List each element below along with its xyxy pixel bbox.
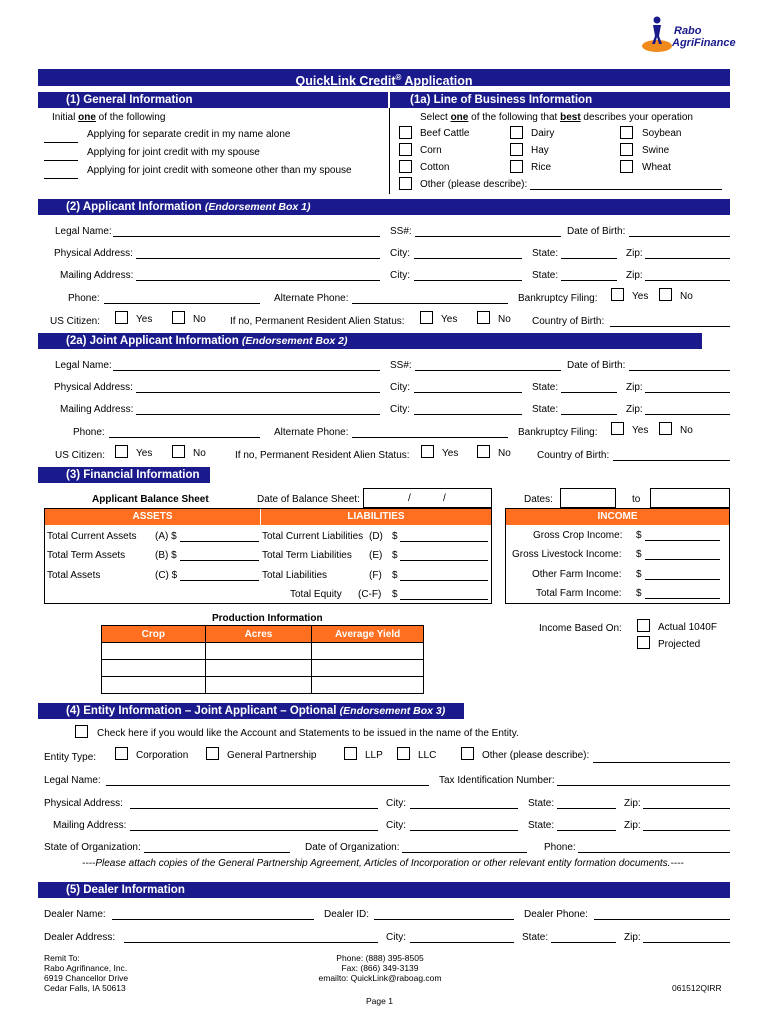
section1-header: (1) General Information	[38, 92, 388, 108]
income-row-2-field[interactable]	[645, 569, 720, 580]
mailing-city-label: City:	[390, 270, 410, 281]
income-row-3-field[interactable]	[645, 588, 720, 599]
joint-alt-phone-label: Alternate Phone:	[274, 427, 349, 438]
entity-zip-field[interactable]	[643, 798, 730, 809]
dealer-address-label: Dealer Address:	[44, 932, 116, 943]
entity-legal-name-field[interactable]	[106, 775, 429, 786]
dates-label: Dates:	[524, 494, 553, 505]
section1a-header: (1a) Line of Business Information	[390, 92, 730, 108]
other-lob-field[interactable]	[530, 179, 722, 190]
opt2-label: Applying for joint credit with my spouse	[87, 147, 260, 158]
income-row-2-label: Other Farm Income:	[532, 569, 622, 580]
corporation-label: Corporation	[136, 750, 189, 761]
section1a-intro: Select one of the following that best describes your operation	[420, 112, 693, 123]
income-header: INCOME	[506, 509, 729, 525]
initial-field-2[interactable]	[44, 150, 78, 161]
joint-dob-field[interactable]	[629, 360, 730, 371]
actual-1040f-label: Actual 1040F	[658, 622, 717, 633]
prod-col-acres: Acres	[205, 626, 312, 643]
entity-city-field[interactable]	[410, 798, 518, 809]
mailing-address-label: Mailing Address:	[60, 270, 134, 281]
joint-mailing-city-label: City:	[390, 404, 410, 415]
us-citizen-label: US Citizen:	[50, 316, 101, 327]
legal-name-field[interactable]	[113, 226, 380, 237]
label-cotton: Cotton	[420, 162, 450, 173]
joint-country-birth-field[interactable]	[613, 450, 730, 461]
dealer-zip-field[interactable]	[643, 932, 730, 943]
dealer-name-field[interactable]	[112, 909, 314, 920]
other-entity-field[interactable]	[593, 752, 730, 763]
checkbox-other-lob[interactable]	[399, 177, 412, 190]
dealer-phone-field[interactable]	[594, 909, 730, 920]
remit-line: Cedar Falls, IA 50613	[44, 983, 126, 993]
asset-row-0-label: Total Current Assets	[47, 531, 137, 542]
liabilities-header: LIABILITIES	[261, 509, 491, 525]
entity-statement-text: Check here if you would like the Account and Statements to be issued in the name of the Entity.	[97, 728, 519, 739]
joint-mailing-address-label: Mailing Address:	[60, 404, 134, 415]
income-row-0-field[interactable]	[645, 530, 720, 541]
entity-phone-label: Phone:	[544, 842, 576, 853]
joint-citizen-no-label: No	[193, 448, 206, 459]
entity-mailing-state-label: State:	[528, 820, 555, 831]
joint-us-citizen-label: US Citizen:	[55, 450, 106, 461]
mailing-zip-label: Zip:	[626, 270, 643, 281]
entity-phone-field[interactable]	[578, 842, 730, 853]
citizen-yes-label: Yes	[136, 314, 153, 325]
table-cell[interactable]	[312, 643, 424, 660]
label-dairy: Dairy	[531, 128, 555, 139]
other-entity-checkbox[interactable]	[461, 747, 474, 760]
checkbox-corn[interactable]	[399, 143, 412, 156]
table-cell[interactable]	[205, 677, 312, 694]
country-birth-field[interactable]	[610, 316, 730, 327]
mailing-address-field[interactable]	[136, 270, 380, 281]
entity-statement-checkbox[interactable]	[75, 725, 88, 738]
label-other-lob: Other (please describe):	[420, 179, 528, 190]
entity-state-label: State:	[528, 798, 555, 809]
asset-row-0-code: (A) $	[155, 531, 177, 542]
projected-label: Projected	[658, 639, 701, 650]
production-title: Production Information	[212, 613, 323, 624]
contact-fax: Fax: (866) 349-3139	[341, 963, 419, 973]
ss-label: SS#:	[390, 226, 412, 237]
joint-city-field[interactable]	[414, 382, 522, 393]
joint-zip-label: Zip:	[626, 382, 643, 393]
tax-id-label: Tax Identification Number:	[439, 775, 555, 786]
joint-alt-phone-field[interactable]	[352, 427, 508, 438]
joint-state-field[interactable]	[561, 382, 617, 393]
form-code: 061512QIRR	[672, 983, 722, 993]
label-beef-cattle: Beef Cattle	[420, 128, 470, 139]
bankruptcy-no-checkbox[interactable]	[659, 288, 672, 301]
income-row-1-label: Gross Livestock Income:	[512, 549, 622, 560]
dealer-id-label: Dealer ID:	[324, 909, 370, 920]
state-org-label: State of Organization:	[44, 842, 141, 853]
liab-row-1-label: Total Term Liabilities	[262, 550, 352, 561]
liab-row-3-sign: $	[392, 589, 398, 600]
joint-bankruptcy-no-checkbox[interactable]	[659, 422, 672, 435]
joint-bankruptcy-yes-checkbox[interactable]	[611, 422, 624, 435]
alt-phone-label: Alternate Phone:	[274, 293, 349, 304]
page-number: Page 1	[366, 996, 393, 1006]
income-based-label: Income Based On:	[539, 623, 622, 634]
dates-from-field[interactable]	[560, 488, 616, 508]
label-soybean: Soybean	[642, 128, 682, 139]
general-partnership-checkbox[interactable]	[206, 747, 219, 760]
entity-zip-label: Zip:	[624, 798, 641, 809]
liab-row-3-label: Total Equity	[290, 589, 342, 600]
entity-mailing-city-label: City:	[386, 820, 406, 831]
asset-row-2-code: (C) $	[155, 570, 178, 581]
joint-citizen-yes-checkbox[interactable]	[115, 445, 128, 458]
joint-dob-label: Date of Birth:	[567, 360, 626, 371]
prod-col-crop: Crop	[102, 626, 206, 643]
section1-divider	[389, 108, 390, 194]
liab-row-1-field[interactable]	[400, 550, 488, 561]
joint-ss-field[interactable]	[415, 360, 561, 371]
section3-header: (3) Financial Information	[38, 467, 210, 483]
entity-type-label: Entity Type:	[44, 752, 97, 763]
label-swine: Swine	[642, 145, 670, 156]
joint-bankruptcy-yes-label: Yes	[632, 425, 649, 436]
phone-field[interactable]	[104, 293, 260, 304]
label-wheat: Wheat	[642, 162, 671, 173]
opt1-label: Applying for separate credit in my name alone	[87, 129, 291, 140]
dealer-state-field[interactable]	[551, 932, 616, 943]
checkbox-soybean[interactable]	[620, 126, 633, 139]
entity-mailing-zip-label: Zip:	[624, 820, 641, 831]
date-balance-sheet-field[interactable]	[363, 488, 492, 508]
joint-alien-status-label: If no, Permanent Resident Alien Status:	[235, 450, 410, 461]
llc-checkbox[interactable]	[397, 747, 410, 760]
citizen-no-checkbox[interactable]	[172, 311, 185, 324]
entity-documents-note: ----Please attach copies of the General Partnership Agreement, Articles of Incorporation or other relevant entity formation documents.----	[82, 858, 684, 869]
date-balance-sheet-label: Date of Balance Sheet:	[257, 494, 360, 505]
joint-alien-yes-checkbox[interactable]	[421, 445, 434, 458]
liab-row-1-code: (E)	[369, 550, 383, 561]
table-cell[interactable]	[205, 643, 312, 660]
alt-phone-field[interactable]	[352, 293, 508, 304]
table-row	[102, 643, 424, 660]
income-row-0-sign: $	[636, 530, 642, 541]
income-row-2-sign: $	[636, 569, 642, 580]
mailing-state-label: State:	[532, 270, 559, 281]
joint-legal-name-field[interactable]	[113, 360, 380, 371]
projected-checkbox[interactable]	[637, 636, 650, 649]
dealer-city-field[interactable]	[410, 932, 514, 943]
section1-intro: Initial one of the following	[52, 112, 166, 123]
table-cell[interactable]	[312, 660, 424, 677]
llp-checkbox[interactable]	[344, 747, 357, 760]
asset-row-1-field[interactable]	[180, 550, 259, 561]
entity-mailing-state-field[interactable]	[557, 820, 616, 831]
liab-row-1-sign: $	[392, 550, 398, 561]
contact-info	[280, 953, 480, 983]
dealer-address-field[interactable]	[124, 932, 378, 943]
entity-mailing-zip-field[interactable]	[643, 820, 730, 831]
entity-legal-name-label: Legal Name:	[44, 775, 101, 786]
liab-row-2-code: (F)	[369, 570, 382, 581]
joint-mailing-state-label: State:	[532, 404, 559, 415]
initial-field-1[interactable]	[44, 132, 78, 143]
table-row	[102, 677, 424, 694]
asset-row-2-label: Total Assets	[47, 570, 101, 581]
initial-field-3[interactable]	[44, 168, 78, 179]
asset-row-1-code: (B) $	[155, 550, 177, 561]
phone-label: Phone:	[68, 293, 100, 304]
joint-mailing-city-field[interactable]	[414, 404, 522, 415]
dealer-id-field[interactable]	[374, 909, 514, 920]
country-birth-label: Country of Birth:	[532, 316, 605, 327]
alien-no-checkbox[interactable]	[477, 311, 490, 324]
asset-row-0-field[interactable]	[180, 531, 259, 542]
zip-label: Zip:	[626, 248, 643, 259]
physical-address-field[interactable]	[136, 248, 380, 259]
dealer-state-label: State:	[522, 932, 549, 943]
balance-divider	[260, 509, 261, 568]
checkbox-beef-cattle[interactable]	[399, 126, 412, 139]
joint-country-birth-label: Country of Birth:	[537, 450, 610, 461]
checkbox-hay[interactable]	[510, 143, 523, 156]
tax-id-field[interactable]	[557, 775, 730, 786]
state-org-field[interactable]	[144, 842, 290, 853]
dealer-zip-label: Zip:	[624, 932, 641, 943]
entity-mailing-address-label: Mailing Address:	[53, 820, 127, 831]
dealer-city-label: City:	[386, 932, 406, 943]
citizen-no-label: No	[193, 314, 206, 325]
section2-header: (2) Applicant Information (Endorsement Box 1)	[38, 199, 730, 215]
section5-header: (5) Dealer Information	[38, 882, 730, 898]
liab-row-0-field[interactable]	[400, 531, 488, 542]
logo-text-rabo: Rabo	[674, 25, 702, 37]
remit-line: 6919 Chancellor Drive	[44, 973, 129, 983]
table-cell[interactable]	[205, 660, 312, 677]
state-label: State:	[532, 248, 559, 259]
income-row-1-field[interactable]	[645, 549, 720, 560]
zip-field[interactable]	[645, 248, 730, 259]
prod-col-yield: Average Yield	[312, 626, 424, 643]
legal-name-label: Legal Name:	[55, 226, 112, 237]
joint-bankruptcy-label: Bankruptcy Filing:	[518, 427, 598, 438]
label-hay: Hay	[531, 145, 549, 156]
joint-alien-no-checkbox[interactable]	[477, 445, 490, 458]
dealer-phone-label: Dealer Phone:	[524, 909, 588, 920]
city-label: City:	[390, 248, 410, 259]
liab-row-3-code: (C-F)	[358, 589, 382, 600]
joint-alien-yes-label: Yes	[442, 448, 459, 459]
joint-legal-name-label: Legal Name:	[55, 360, 112, 371]
dates-to-field[interactable]	[650, 488, 730, 508]
logo-figure-icon	[640, 14, 674, 54]
joint-mailing-address-field[interactable]	[136, 404, 380, 415]
llc-label: LLC	[418, 750, 437, 761]
dob-label: Date of Birth:	[567, 226, 626, 237]
dob-field[interactable]	[629, 226, 730, 237]
joint-bankruptcy-no-label: No	[680, 425, 693, 436]
entity-state-field[interactable]	[557, 798, 616, 809]
entity-physical-address-label: Physical Address:	[44, 798, 123, 809]
joint-citizen-yes-label: Yes	[136, 448, 153, 459]
alien-yes-checkbox[interactable]	[420, 311, 433, 324]
asset-row-1-label: Total Term Assets	[47, 550, 126, 561]
remit-line: Remit To:	[44, 953, 80, 963]
assets-header: ASSETS	[45, 509, 260, 525]
corporation-checkbox[interactable]	[115, 747, 128, 760]
mailing-state-field[interactable]	[561, 270, 617, 281]
other-entity-label: Other (please describe):	[482, 750, 590, 761]
physical-address-label: Physical Address:	[54, 248, 133, 259]
liab-row-2-field[interactable]	[400, 570, 488, 581]
joint-physical-address-field[interactable]	[136, 382, 380, 393]
joint-zip-field[interactable]	[645, 382, 730, 393]
logo-text-agrifinance: AgriFinance	[672, 37, 736, 49]
bankruptcy-no-label: No	[680, 291, 693, 302]
balance-sheet-label: Applicant Balance Sheet	[92, 494, 209, 505]
joint-physical-address-label: Physical Address:	[54, 382, 133, 393]
label-corn: Corn	[420, 145, 442, 156]
table-cell[interactable]	[102, 677, 206, 694]
city-field[interactable]	[414, 248, 522, 259]
ss-field[interactable]	[415, 226, 561, 237]
checkbox-wheat[interactable]	[620, 160, 633, 173]
table-cell[interactable]	[312, 677, 424, 694]
mailing-city-field[interactable]	[414, 270, 522, 281]
table-cell[interactable]	[102, 660, 206, 677]
joint-alien-no-label: No	[498, 448, 511, 459]
checkbox-cotton[interactable]	[399, 160, 412, 173]
table-row	[102, 660, 424, 677]
alien-status-label: If no, Permanent Resident Alien Status:	[230, 316, 405, 327]
contact-phone: Phone: (888) 395-8505	[336, 953, 424, 963]
joint-mailing-zip-field[interactable]	[645, 404, 730, 415]
joint-mailing-zip-label: Zip:	[626, 404, 643, 415]
citizen-yes-checkbox[interactable]	[115, 311, 128, 324]
dates-to-label: to	[632, 494, 641, 505]
income-row-1-sign: $	[636, 549, 642, 560]
llp-label: LLP	[365, 750, 383, 761]
joint-state-label: State:	[532, 382, 559, 393]
date-slash-2: /	[443, 493, 446, 504]
liab-row-0-code: (D)	[369, 531, 383, 542]
liab-row-2-sign: $	[392, 570, 398, 581]
alien-no-label: No	[498, 314, 511, 325]
contact-email[interactable]: emailto: QuickLink@raboag.com	[318, 973, 442, 983]
entity-mailing-address-field[interactable]	[130, 820, 378, 831]
joint-phone-field[interactable]	[109, 427, 260, 438]
alien-yes-label: Yes	[441, 314, 458, 325]
section4-header: (4) Entity Information – Joint Applicant – Optional (Endorsement Box 3)	[38, 703, 464, 719]
table-cell[interactable]	[102, 643, 206, 660]
entity-city-label: City:	[386, 798, 406, 809]
asset-row-2-field[interactable]	[180, 570, 259, 581]
remit-line: Rabo Agrifinance, Inc.	[44, 963, 128, 973]
general-partnership-label: General Partnership	[227, 750, 317, 761]
liab-row-3-field[interactable]	[400, 589, 488, 600]
section2a-header: (2a) Joint Applicant Information (Endorsement Box 2)	[38, 333, 702, 349]
date-org-label: Date of Organization:	[305, 842, 400, 853]
mailing-zip-field[interactable]	[645, 270, 730, 281]
bankruptcy-label: Bankruptcy Filing:	[518, 293, 598, 304]
checkbox-swine[interactable]	[620, 143, 633, 156]
liab-row-0-label: Total Current Liabilities	[262, 531, 364, 542]
joint-mailing-state-field[interactable]	[561, 404, 617, 415]
entity-mailing-city-field[interactable]	[410, 820, 518, 831]
income-row-3-sign: $	[636, 588, 642, 599]
checkbox-rice[interactable]	[510, 160, 523, 173]
bankruptcy-yes-checkbox[interactable]	[611, 288, 624, 301]
dealer-name-label: Dealer Name:	[44, 909, 106, 920]
opt3-label: Applying for joint credit with someone other than my spouse	[87, 165, 352, 176]
date-org-field[interactable]	[402, 842, 527, 853]
remit-address	[44, 953, 128, 993]
bankruptcy-yes-label: Yes	[632, 291, 649, 302]
label-rice: Rice	[531, 162, 552, 173]
income-row-3-label: Total Farm Income:	[536, 588, 622, 599]
date-slash-1: /	[408, 493, 411, 504]
liab-row-0-sign: $	[392, 531, 398, 542]
actual-1040f-checkbox[interactable]	[637, 619, 650, 632]
page-title: QuickLink Credit® Application	[38, 69, 730, 86]
liab-row-2-label: Total Liabilities	[262, 570, 328, 581]
income-row-0-label: Gross Crop Income:	[533, 530, 623, 541]
state-field[interactable]	[561, 248, 617, 259]
joint-phone-label: Phone:	[73, 427, 105, 438]
production-table	[101, 625, 424, 694]
joint-city-label: City:	[390, 382, 410, 393]
checkbox-dairy[interactable]	[510, 126, 523, 139]
entity-physical-address-field[interactable]	[130, 798, 378, 809]
joint-ss-label: SS#:	[390, 360, 412, 371]
joint-citizen-no-checkbox[interactable]	[172, 445, 185, 458]
